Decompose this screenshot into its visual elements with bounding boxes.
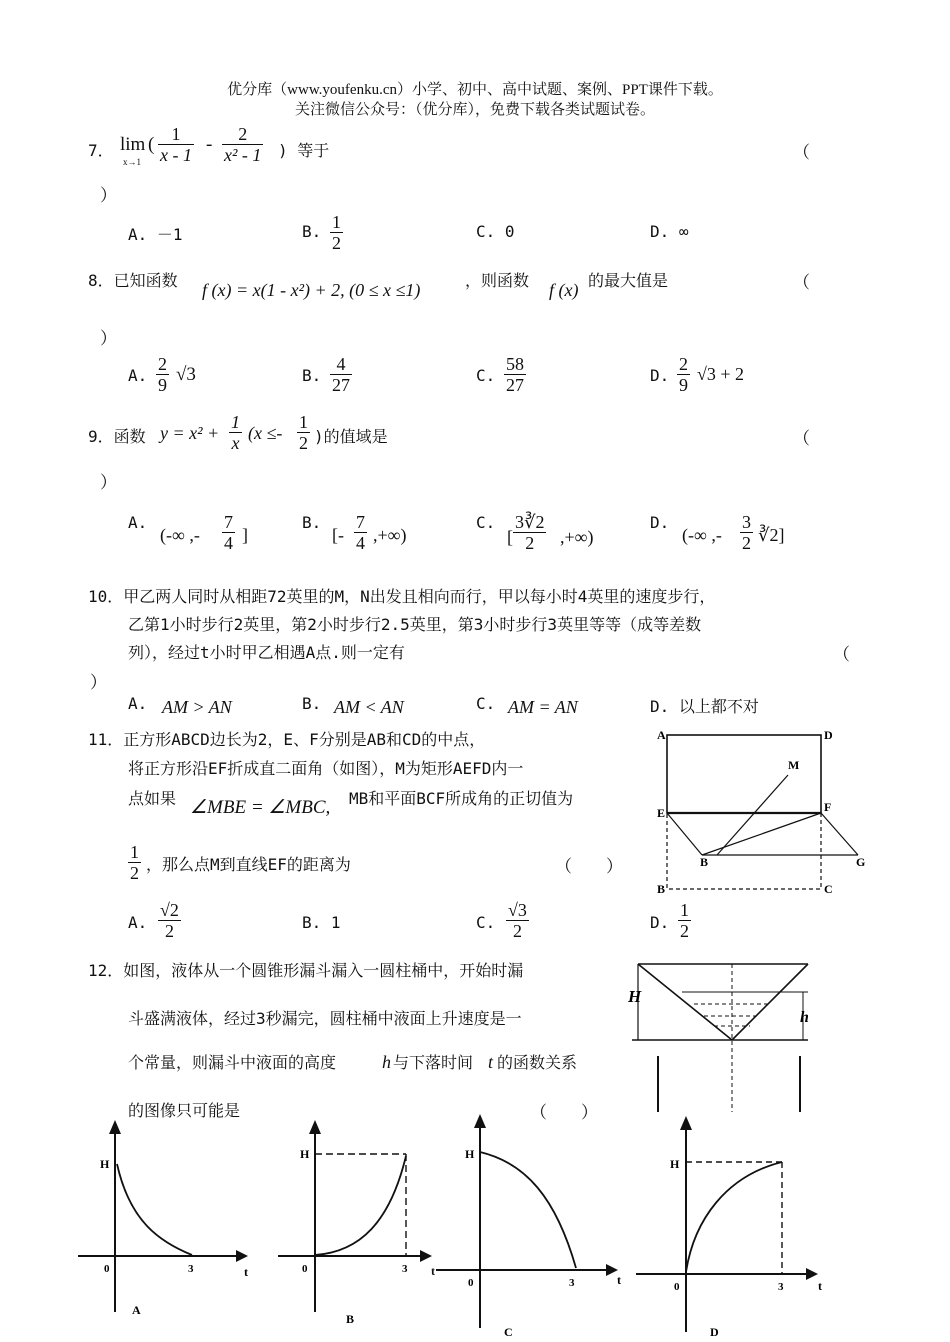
q10-option-b: AM < AN bbox=[334, 697, 404, 717]
q7-number: 7． bbox=[88, 141, 114, 160]
q9-option-c-frac: $\frac{3∛2}{2}$ bbox=[515, 512, 545, 553]
q10-paren-open: （ bbox=[833, 645, 850, 665]
q8-tail: 的最大值是 bbox=[588, 271, 669, 290]
label-b-lower: B bbox=[657, 882, 666, 896]
q8-expression: f (x) = x(1 - x²) + 2, (0 ≤ x ≤1) bbox=[202, 280, 421, 300]
q7-lim: lim bbox=[120, 134, 146, 155]
label-c: C bbox=[824, 882, 833, 896]
q9-option-a-frac: $\frac{7}{4}$ bbox=[224, 512, 233, 553]
q7-option-b-frac: $\frac{1}{2}$ bbox=[332, 212, 341, 253]
graph-d bbox=[636, 1110, 836, 1340]
q12-line-4: 的图像只可能是 bbox=[128, 1101, 241, 1120]
graph-b-curve bbox=[315, 1156, 406, 1255]
q10-option-a-label: A. bbox=[128, 694, 148, 713]
q10-option-c-label: C. bbox=[476, 694, 496, 713]
header-line-2: 关注微信公众号：（优分库），免费下载各类试题试卷。 bbox=[294, 102, 655, 118]
q11-option-d-label: D. bbox=[650, 913, 670, 932]
q8-option-b-frac: $\frac{4}{27}$ bbox=[332, 354, 350, 395]
label-b: B bbox=[700, 855, 709, 869]
q11-tangent-frac: $\frac{1}{2}$ bbox=[130, 842, 139, 883]
graph-b-x-arrow bbox=[420, 1250, 432, 1262]
label-e: E bbox=[657, 806, 666, 820]
graph-d-h-label: H bbox=[670, 1157, 680, 1171]
graph-c-curve bbox=[480, 1152, 576, 1268]
label-big-h: H bbox=[628, 987, 642, 1006]
q9-cond-frac: $\frac{1}{2}$ bbox=[299, 412, 308, 453]
q9-option-c-left: [ bbox=[507, 527, 513, 547]
q8-mid: ，则函数 bbox=[465, 271, 530, 290]
q7-fraction-1: $\frac{1}{x - 1}$ bbox=[160, 124, 192, 165]
q7-open-paren: ( bbox=[148, 134, 155, 155]
q8-number: 8．已知函数 bbox=[88, 271, 178, 290]
q11-option-c-frac: $\frac{√3}{2}$ bbox=[508, 900, 527, 941]
q9-paren-close: ） bbox=[100, 473, 117, 493]
q9-paren-open: （ bbox=[793, 429, 810, 449]
q9-option-c-label: C. bbox=[476, 513, 496, 532]
graph-d-x-arrow bbox=[806, 1268, 818, 1280]
q12-answer-paren: （ ） bbox=[530, 1103, 598, 1123]
graph-b-y-arrow bbox=[309, 1120, 321, 1134]
q11-option-b: B. 1 bbox=[302, 913, 341, 932]
q9-number: 9．函数 bbox=[88, 427, 146, 446]
q7-paren-open: （ bbox=[793, 143, 810, 163]
graph-d-three: 3 bbox=[778, 1281, 784, 1293]
q10-line-3: 列），经过t小时甲乙相遇A点.则一定有 bbox=[128, 643, 405, 662]
q10-option-a: AM > AN bbox=[162, 697, 232, 717]
q9-frac: $\frac{1}{x}$ bbox=[231, 412, 240, 453]
graph-d-label: D bbox=[710, 1325, 719, 1339]
q8-option-a-root: √3 bbox=[176, 364, 196, 385]
q8-option-d-root: √3 + 2 bbox=[697, 364, 745, 384]
q7-option-d: D. ∞ bbox=[650, 222, 689, 241]
q8-fx: f (x) bbox=[549, 280, 579, 300]
q9-cond: (x ≤- bbox=[248, 423, 283, 443]
graph-c bbox=[436, 1108, 636, 1340]
q7-minus: - bbox=[206, 134, 213, 155]
label-g: G bbox=[856, 855, 866, 869]
q11-option-a-label: A. bbox=[128, 913, 148, 932]
q12-t: t bbox=[488, 1052, 494, 1072]
q11-line-3b: MB和平面BCF所成角的正切值为 bbox=[349, 789, 574, 808]
q12-h: h bbox=[382, 1052, 391, 1072]
q8-paren-close: ） bbox=[100, 329, 117, 349]
q7-option-c: C. 0 bbox=[476, 222, 515, 241]
q7-tail: ) 等于 bbox=[278, 141, 330, 160]
q7-lim-sub: x→1 bbox=[123, 157, 141, 167]
line-eb bbox=[667, 813, 702, 855]
graph-c-three: 3 bbox=[569, 1277, 575, 1289]
q9-option-b-left: [- bbox=[332, 525, 344, 545]
q8-option-d-frac: $\frac{2}{9}$ bbox=[679, 354, 688, 395]
line-bm bbox=[717, 775, 788, 855]
q11-folded-square-figure bbox=[650, 725, 872, 900]
graph-b-three: 3 bbox=[402, 1263, 408, 1275]
label-f: F bbox=[824, 800, 832, 814]
q9-tail: )的值域是 bbox=[314, 427, 388, 446]
line-bf bbox=[702, 813, 821, 855]
q11-option-d-frac: $\frac{1}{2}$ bbox=[680, 900, 689, 941]
graph-a-x-arrow bbox=[236, 1250, 248, 1262]
graph-c-label: C bbox=[504, 1325, 513, 1339]
q12-line-1: 12．如图，液体从一个圆锥形漏斗漏入一圆柱桶中，开始时漏 bbox=[88, 961, 524, 980]
q8-paren-open: （ bbox=[793, 273, 810, 293]
graph-b-origin: 0 bbox=[302, 1263, 308, 1275]
q8-option-d-label: D. bbox=[650, 366, 670, 385]
graph-a-origin: 0 bbox=[104, 1263, 110, 1275]
label-a: A bbox=[657, 728, 666, 742]
q11-line-4: ，那么点M到直线EF的距离为 bbox=[146, 855, 351, 874]
q9-option-d-label: D. bbox=[650, 513, 670, 532]
q8-option-b-label: B. bbox=[302, 366, 322, 385]
q10-option-b-label: B. bbox=[302, 694, 322, 713]
q11-option-c-label: C. bbox=[476, 913, 496, 932]
q9-option-b-frac: $\frac{7}{4}$ bbox=[356, 512, 365, 553]
q7-option-b-label: B. bbox=[302, 222, 322, 241]
q12-line-3b: 与下落时间 bbox=[393, 1053, 474, 1072]
graph-d-t: t bbox=[818, 1279, 822, 1293]
q7-option-a: A. －1 bbox=[128, 225, 183, 244]
graph-d-y-arrow bbox=[680, 1116, 692, 1130]
q10-line-2: 乙第1小时步行2英里，第2小时步行2.5英里，第3小时步行3英里等等（成等差数 bbox=[128, 615, 702, 634]
q9-option-d-frac: $\frac{3}{2}$ bbox=[742, 512, 751, 553]
graph-a-curve bbox=[117, 1164, 192, 1255]
graph-a-y-arrow bbox=[109, 1120, 121, 1134]
label-small-h: h bbox=[800, 1009, 809, 1026]
q9-option-a-label: A. bbox=[128, 513, 148, 532]
graph-b bbox=[270, 1112, 440, 1327]
q11-answer-paren: （ ） bbox=[555, 857, 623, 877]
q12-line-3a: 个常量，则漏斗中液面的高度 bbox=[128, 1053, 337, 1072]
q10-option-d: D. 以上都不对 bbox=[650, 697, 759, 716]
funnel-right bbox=[732, 964, 808, 1040]
label-d: D bbox=[824, 728, 833, 742]
q9-option-d-left: (-∞ ,- bbox=[682, 525, 722, 545]
q11-option-a-frac: $\frac{√2}{2}$ bbox=[160, 900, 179, 941]
graph-a-label: A bbox=[132, 1303, 141, 1317]
q10-option-c: AM = AN bbox=[508, 697, 578, 717]
funnel-left bbox=[638, 964, 732, 1040]
q9-option-c-right: ,+∞) bbox=[560, 527, 594, 547]
q9-option-d-right: ∛2] bbox=[758, 525, 785, 545]
q12-line-3c: 的函数关系 bbox=[497, 1053, 578, 1072]
q11-line-1: 11．正方形ABCD边长为2，E、F分别是AB和CD的中点， bbox=[88, 730, 486, 749]
header-line-1: 优分库（www.youfenku.cn）小学、初中、高中试题、案例、PPT课件下载。 bbox=[227, 82, 723, 98]
q8-option-a-label: A. bbox=[128, 366, 148, 385]
graph-a-t: t bbox=[244, 1265, 248, 1279]
graph-a bbox=[70, 1112, 270, 1327]
label-m: M bbox=[788, 758, 800, 772]
q11-line-3a: 点如果 bbox=[128, 789, 177, 808]
graph-b-h-label: H bbox=[300, 1147, 310, 1161]
q12-funnel-figure bbox=[628, 956, 818, 1112]
q7-paren-close: ） bbox=[100, 186, 117, 206]
q8-option-a-frac: $\frac{2}{9}$ bbox=[158, 354, 167, 395]
line-fg bbox=[821, 813, 858, 855]
q9-option-b-label: B. bbox=[302, 513, 322, 532]
q11-line-2: 将正方形沿EF折成直二面角（如图），M为矩形AEFD内一 bbox=[128, 759, 524, 778]
graph-c-t: t bbox=[617, 1273, 621, 1287]
q10-paren-close: ） bbox=[90, 673, 107, 693]
graph-c-h-label: H bbox=[465, 1147, 475, 1161]
graph-b-label: B bbox=[346, 1312, 355, 1326]
rect-aefd bbox=[667, 735, 821, 813]
q9-option-b-right: ,+∞) bbox=[373, 525, 407, 545]
graph-a-h-label: H bbox=[100, 1157, 110, 1171]
q8-option-c-frac: $\frac{58}{27}$ bbox=[506, 354, 524, 395]
graph-d-curve bbox=[686, 1162, 782, 1272]
graph-c-origin: 0 bbox=[468, 1277, 474, 1289]
q9-option-a-left: (-∞ ,- bbox=[160, 525, 200, 545]
q7-fraction-2: $\frac{2}{\text{x² - 1}}$ bbox=[224, 124, 262, 165]
q12-line-2: 斗盛满液体，经过3秒漏完，圆柱桶中液面上升速度是一 bbox=[128, 1009, 522, 1028]
q8-option-c-label: C. bbox=[476, 366, 496, 385]
graph-a-three: 3 bbox=[188, 1263, 194, 1275]
graph-d-origin: 0 bbox=[674, 1281, 680, 1293]
q9-y: y = x² + bbox=[160, 423, 220, 443]
q10-line-1: 10．甲乙两人同时从相距72英里的M，N出发且相向而行，甲以每小时4英里的速度步行， bbox=[88, 587, 716, 606]
graph-c-y-arrow bbox=[474, 1114, 486, 1128]
q9-option-a-right: ] bbox=[242, 525, 248, 545]
q11-angle-condition: ∠MBE = ∠MBC, bbox=[190, 797, 331, 818]
graph-b-t: t bbox=[431, 1264, 435, 1278]
